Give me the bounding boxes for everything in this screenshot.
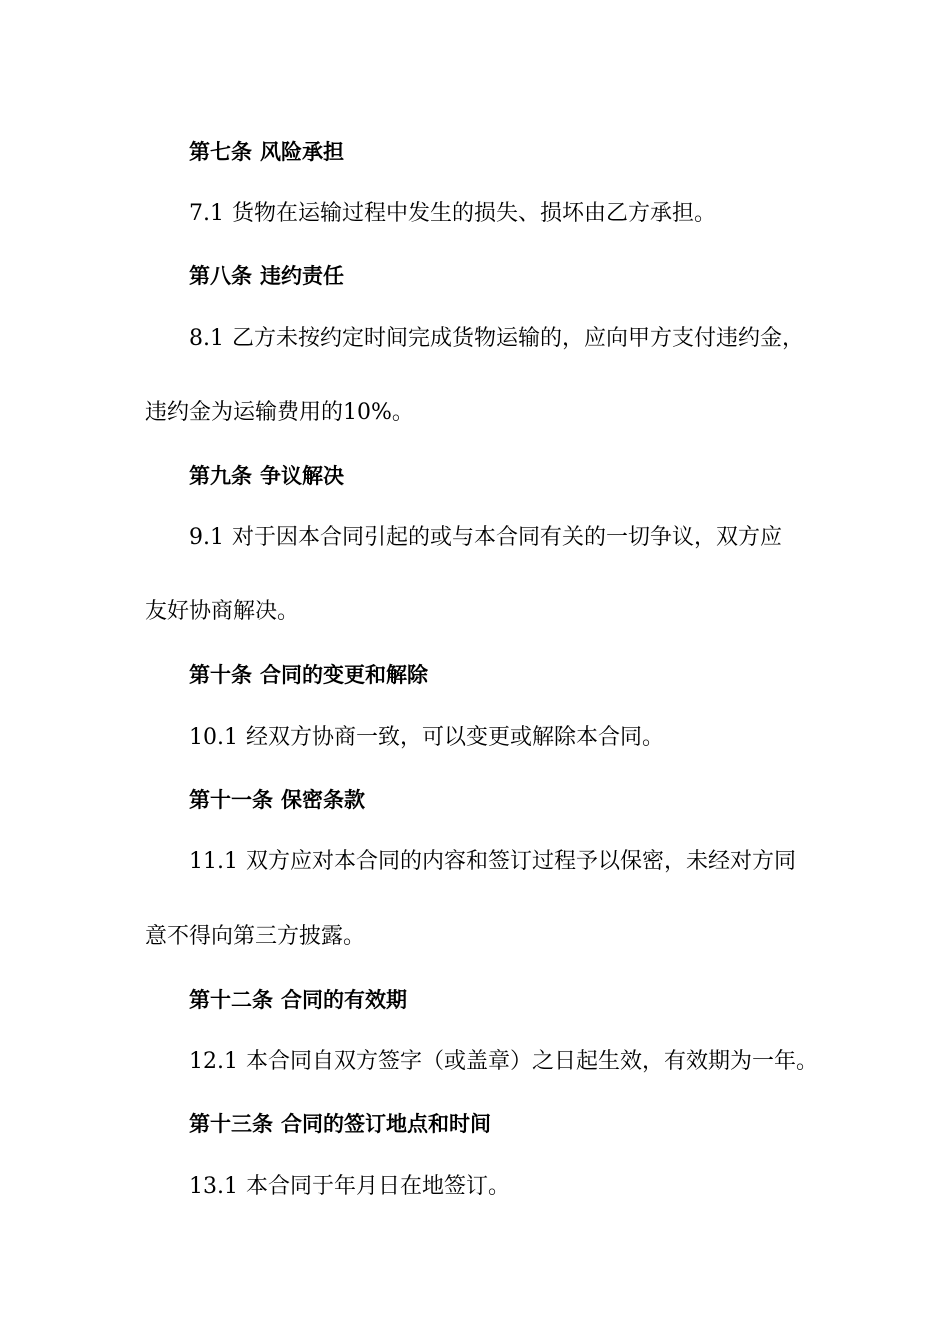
clause-9-1-continued xyxy=(145,597,299,627)
article-number: 第八条 xyxy=(189,264,252,288)
clause-11-1-continued xyxy=(145,922,365,952)
clause-text: 违约金为运输费用的10%。 xyxy=(145,400,414,425)
clause-text: 对于因本合同引起的或与本合同有关的一切争议，双方应 xyxy=(232,525,783,550)
article-9-heading xyxy=(189,461,344,491)
article-title: 合同的有效期 xyxy=(281,988,407,1012)
article-number: 第七条 xyxy=(189,140,252,164)
article-number: 第十三条 xyxy=(189,1112,273,1136)
clause-text: 双方应对本合同的内容和签订过程予以保密，未经对方同 xyxy=(245,849,796,874)
article-title: 风险承担 xyxy=(260,140,344,164)
clause-number: 8.1 xyxy=(189,326,224,351)
clause-text: 友好协商解决。 xyxy=(145,599,300,624)
clause-text: 本合同自双方签字（或盖章）之日起生效，有效期为一年。 xyxy=(245,1049,818,1074)
article-12-heading xyxy=(189,985,407,1015)
clause-12-1 xyxy=(189,1047,818,1077)
article-title: 争议解决 xyxy=(260,464,344,488)
clause-number: 11.1 xyxy=(189,849,238,874)
article-11-heading xyxy=(189,785,365,815)
clause-number: 9.1 xyxy=(189,525,224,550)
clause-11-1 xyxy=(189,847,796,877)
article-number: 第十一条 xyxy=(189,788,273,812)
clause-7-1 xyxy=(189,199,716,229)
clause-13-1 xyxy=(189,1172,510,1202)
clause-8-1 xyxy=(189,324,804,354)
article-number: 第十条 xyxy=(189,663,252,687)
clause-number: 7.1 xyxy=(189,201,224,226)
clause-number: 12.1 xyxy=(189,1049,238,1074)
article-title: 合同的签订地点和时间 xyxy=(281,1112,491,1136)
article-10-heading xyxy=(189,660,428,690)
article-7-heading xyxy=(189,137,344,167)
clause-text: 乙方未按约定时间完成货物运输的，应向甲方支付违约金， xyxy=(232,326,805,351)
clause-text: 货物在运输过程中发生的损失、损坏由乙方承担。 xyxy=(232,201,717,226)
article-number: 第九条 xyxy=(189,464,252,488)
article-title: 违约责任 xyxy=(260,264,344,288)
clause-text: 本合同于年月日在地签订。 xyxy=(245,1174,510,1199)
clause-10-1 xyxy=(189,723,664,753)
clause-8-1-continued xyxy=(145,398,414,428)
article-title: 保密条款 xyxy=(281,788,365,812)
article-8-heading xyxy=(189,261,344,291)
article-13-heading xyxy=(189,1109,491,1139)
article-title: 合同的变更和解除 xyxy=(260,663,428,687)
clause-number: 10.1 xyxy=(189,725,238,750)
clause-number: 13.1 xyxy=(189,1174,238,1199)
clause-text: 意不得向第三方披露。 xyxy=(145,924,366,949)
article-number: 第十二条 xyxy=(189,988,273,1012)
clause-9-1 xyxy=(189,523,782,553)
clause-text: 经双方协商一致，可以变更或解除本合同。 xyxy=(245,725,664,750)
